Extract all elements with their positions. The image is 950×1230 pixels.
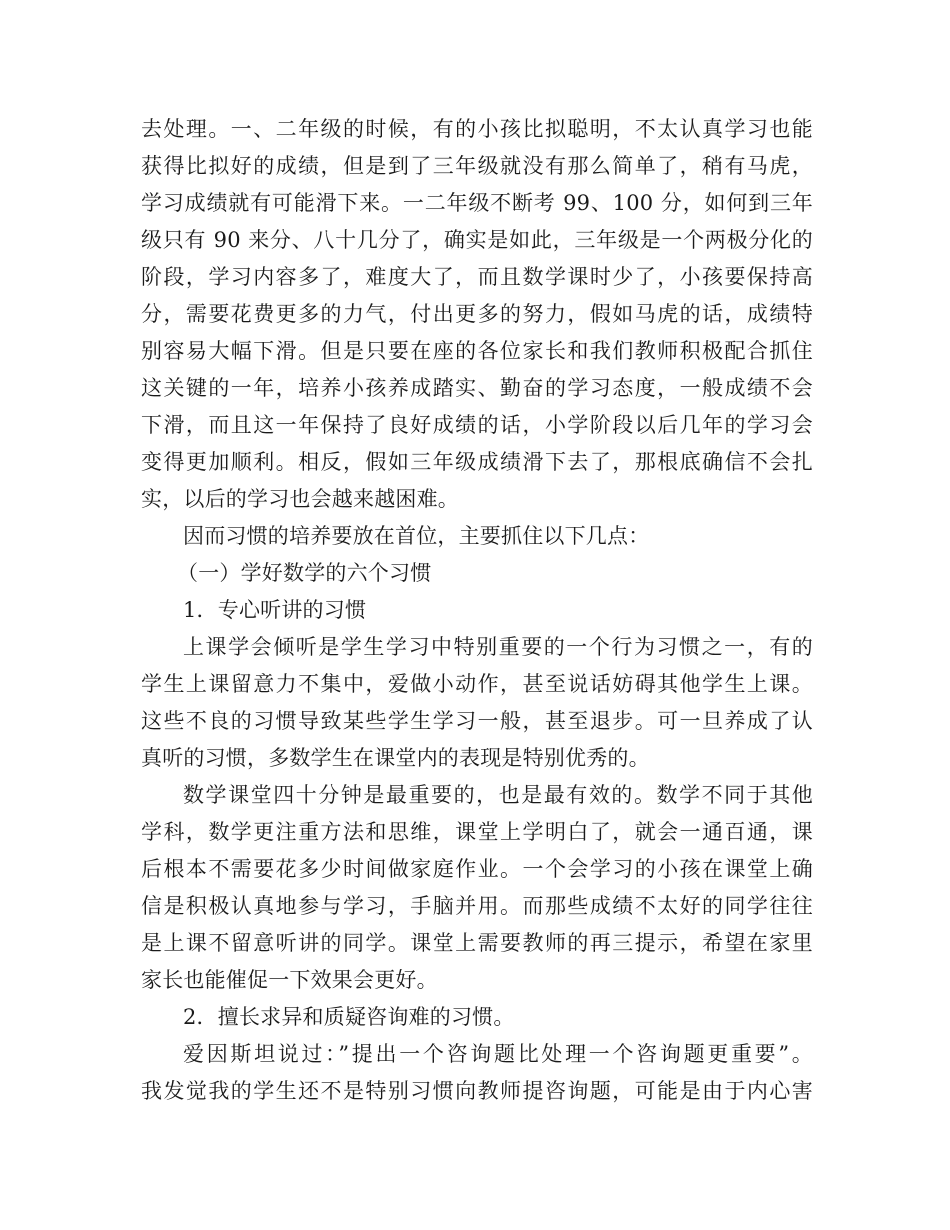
text-line: 数学课堂四十分钟是最重要的，也是最有效的。数学不同于其他 bbox=[183, 783, 813, 807]
text-line: 是上课不留意听讲的同学。课堂上需要教师的再三提示，希望在家里 bbox=[141, 931, 813, 955]
text-line: 这些不良的习惯导致某些学生学习一般，甚至退步。可一旦养成了认 bbox=[141, 709, 813, 733]
text-line: 学习成绩就有可能滑下来。一二年级不断考 99、100 分，如何到三年 bbox=[141, 191, 813, 215]
text-line: 变得更加顺利。相反，假如三年级成绩滑下去了，那根底确信不会扎 bbox=[141, 450, 813, 474]
text-line: 获得比拟好的成绩，但是到了三年级就没有那么简单了，稍有马虎， bbox=[141, 154, 813, 178]
document-body bbox=[141, 111, 813, 1110]
text-line: 学科，数学更注重方法和思维，课堂上学明白了，就会一通百通，课 bbox=[141, 820, 813, 844]
text-line: 因而习惯的培养要放在首位，主要抓住以下几点： bbox=[183, 524, 650, 548]
text-line: 后根本不需要花多少时间做家庭作业。一个会学习的小孩在课堂上确 bbox=[141, 857, 813, 881]
text-line: 家长也能催促一下效果会更好。 bbox=[141, 968, 438, 992]
text-line: 阶段，学习内容多了，难度大了，而且数学课时少了，小孩要保持高 bbox=[141, 265, 813, 289]
text-line: 学生上课留意力不集中，爱做小动作，甚至说话妨碍其他学生上课。 bbox=[141, 672, 813, 696]
text-line: 我发觉我的学生还不是特别习惯向教师提咨询题，可能是由于内心害 bbox=[141, 1079, 813, 1103]
text-line: 实，以后的学习也会越来越困难。 bbox=[141, 487, 459, 511]
text-line: 分，需要花费更多的力气，付出更多的努力，假如马虎的话，成绩特 bbox=[141, 302, 813, 326]
text-line: 别容易大幅下滑。但是只要在座的各位家长和我们教师积极配合抓住 bbox=[141, 339, 813, 363]
text-line: 这关键的一年，培养小孩养成踏实、勤奋的学习态度，一般成绩不会 bbox=[141, 376, 813, 400]
text-line: 真听的习惯，多数学生在课堂内的表现是特别优秀的。 bbox=[141, 746, 650, 770]
subsection-heading: 2．擅长求异和质疑咨询难的习惯。 bbox=[183, 1005, 515, 1029]
subsection-heading: 1．专心听讲的习惯 bbox=[183, 598, 367, 622]
text-line: 爱因斯坦说过：”提出一个咨询题比处理一个咨询题更重要”。 bbox=[183, 1042, 813, 1066]
text-line: 下滑，而且这一年保持了良好成绩的话，小学阶段以后几年的学习会 bbox=[141, 413, 813, 437]
text-line: 信是积极认真地参与学习，手脑并用。而那些成绩不太好的同学往往 bbox=[141, 894, 813, 918]
section-heading: （一）学好数学的六个习惯 bbox=[177, 561, 432, 585]
text-line: 级只有 90 来分、八十几分了，确实是如此，三年级是一个两极分化的 bbox=[141, 228, 813, 252]
text-line: 上课学会倾听是学生学习中特别重要的一个行为习惯之一，有的 bbox=[183, 635, 813, 659]
text-line: 去处理。一、二年级的时候，有的小孩比拟聪明，不太认真学习也能 bbox=[141, 117, 813, 141]
